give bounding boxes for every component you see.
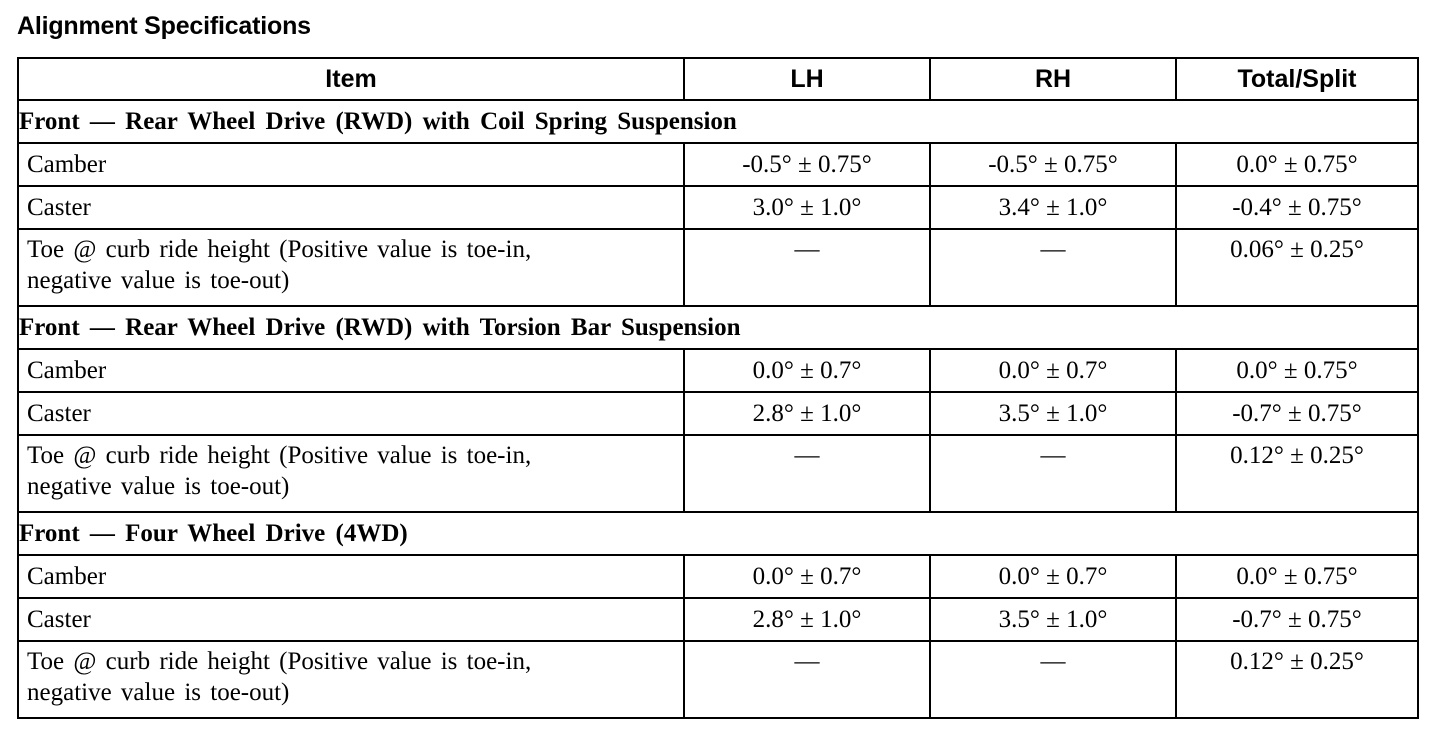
total-cell: 0.06° ± 0.25° [1176, 229, 1418, 306]
table-row [18, 186, 1418, 229]
item-cell: Camber [18, 349, 684, 392]
table-row [18, 392, 1418, 435]
total-cell: 0.0° ± 0.75° [1176, 143, 1418, 186]
item-line: Toe @ curb ride height (Positive value is toe-in, [27, 648, 532, 675]
table-row [18, 435, 1418, 512]
header-rh: RH [930, 58, 1176, 100]
rh-cell: 3.5° ± 1.0° [930, 392, 1176, 435]
lh-cell: -0.5° ± 0.75° [684, 143, 930, 186]
rh-cell: 0.0° ± 0.7° [930, 555, 1176, 598]
item-line: negative value is toe-out) [27, 267, 290, 294]
total-cell: -0.4° ± 0.75° [1176, 186, 1418, 229]
item-line: Toe @ curb ride height (Positive value is toe-in, [27, 442, 532, 469]
header-lh: LH [684, 58, 930, 100]
section-row [18, 100, 1418, 143]
table-row [18, 143, 1418, 186]
header-total-split: Total/Split [1176, 58, 1418, 100]
lh-cell: 0.0° ± 0.7° [684, 349, 930, 392]
total-cell: 0.0° ± 0.75° [1176, 349, 1418, 392]
item-cell: Caster [18, 392, 684, 435]
section-heading: Front — Four Wheel Drive (4WD) [18, 512, 1418, 555]
lh-cell: 3.0° ± 1.0° [684, 186, 930, 229]
rh-cell: — [930, 435, 1176, 512]
rh-cell: 0.0° ± 0.7° [930, 349, 1176, 392]
item-cell [18, 435, 684, 512]
alignment-spec-table [17, 57, 1419, 719]
section-heading: Front — Rear Wheel Drive (RWD) with Coil Spring Suspension [18, 100, 1418, 143]
section-row [18, 306, 1418, 349]
item-cell: Caster [18, 598, 684, 641]
lh-cell: — [684, 641, 930, 718]
rh-cell: -0.5° ± 0.75° [930, 143, 1176, 186]
lh-cell: 2.8° ± 1.0° [684, 598, 930, 641]
total-cell: -0.7° ± 0.75° [1176, 598, 1418, 641]
table-row [18, 598, 1418, 641]
total-cell: 0.12° ± 0.25° [1176, 435, 1418, 512]
section-heading: Front — Rear Wheel Drive (RWD) with Torsion Bar Suspension [18, 306, 1418, 349]
total-cell: 0.0° ± 0.75° [1176, 555, 1418, 598]
table-row [18, 229, 1418, 306]
item-cell: Camber [18, 555, 684, 598]
item-cell [18, 641, 684, 718]
item-line: Toe @ curb ride height (Positive value is toe-in, [27, 236, 532, 263]
total-cell: 0.12° ± 0.25° [1176, 641, 1418, 718]
item-line: negative value is toe-out) [27, 679, 290, 706]
item-cell [18, 229, 684, 306]
item-cell: Camber [18, 143, 684, 186]
table-row [18, 641, 1418, 718]
item-line: negative value is toe-out) [27, 473, 290, 500]
rh-cell: — [930, 229, 1176, 306]
header-row [18, 58, 1418, 100]
table-row [18, 555, 1418, 598]
header-item: Item [18, 58, 684, 100]
rh-cell: — [930, 641, 1176, 718]
lh-cell: — [684, 435, 930, 512]
rh-cell: 3.5° ± 1.0° [930, 598, 1176, 641]
total-cell: -0.7° ± 0.75° [1176, 392, 1418, 435]
table-row [18, 349, 1418, 392]
lh-cell: 2.8° ± 1.0° [684, 392, 930, 435]
item-cell: Caster [18, 186, 684, 229]
section-row [18, 512, 1418, 555]
lh-cell: — [684, 229, 930, 306]
rh-cell: 3.4° ± 1.0° [930, 186, 1176, 229]
page-title: Alignment Specifications [17, 12, 311, 40]
lh-cell: 0.0° ± 0.7° [684, 555, 930, 598]
